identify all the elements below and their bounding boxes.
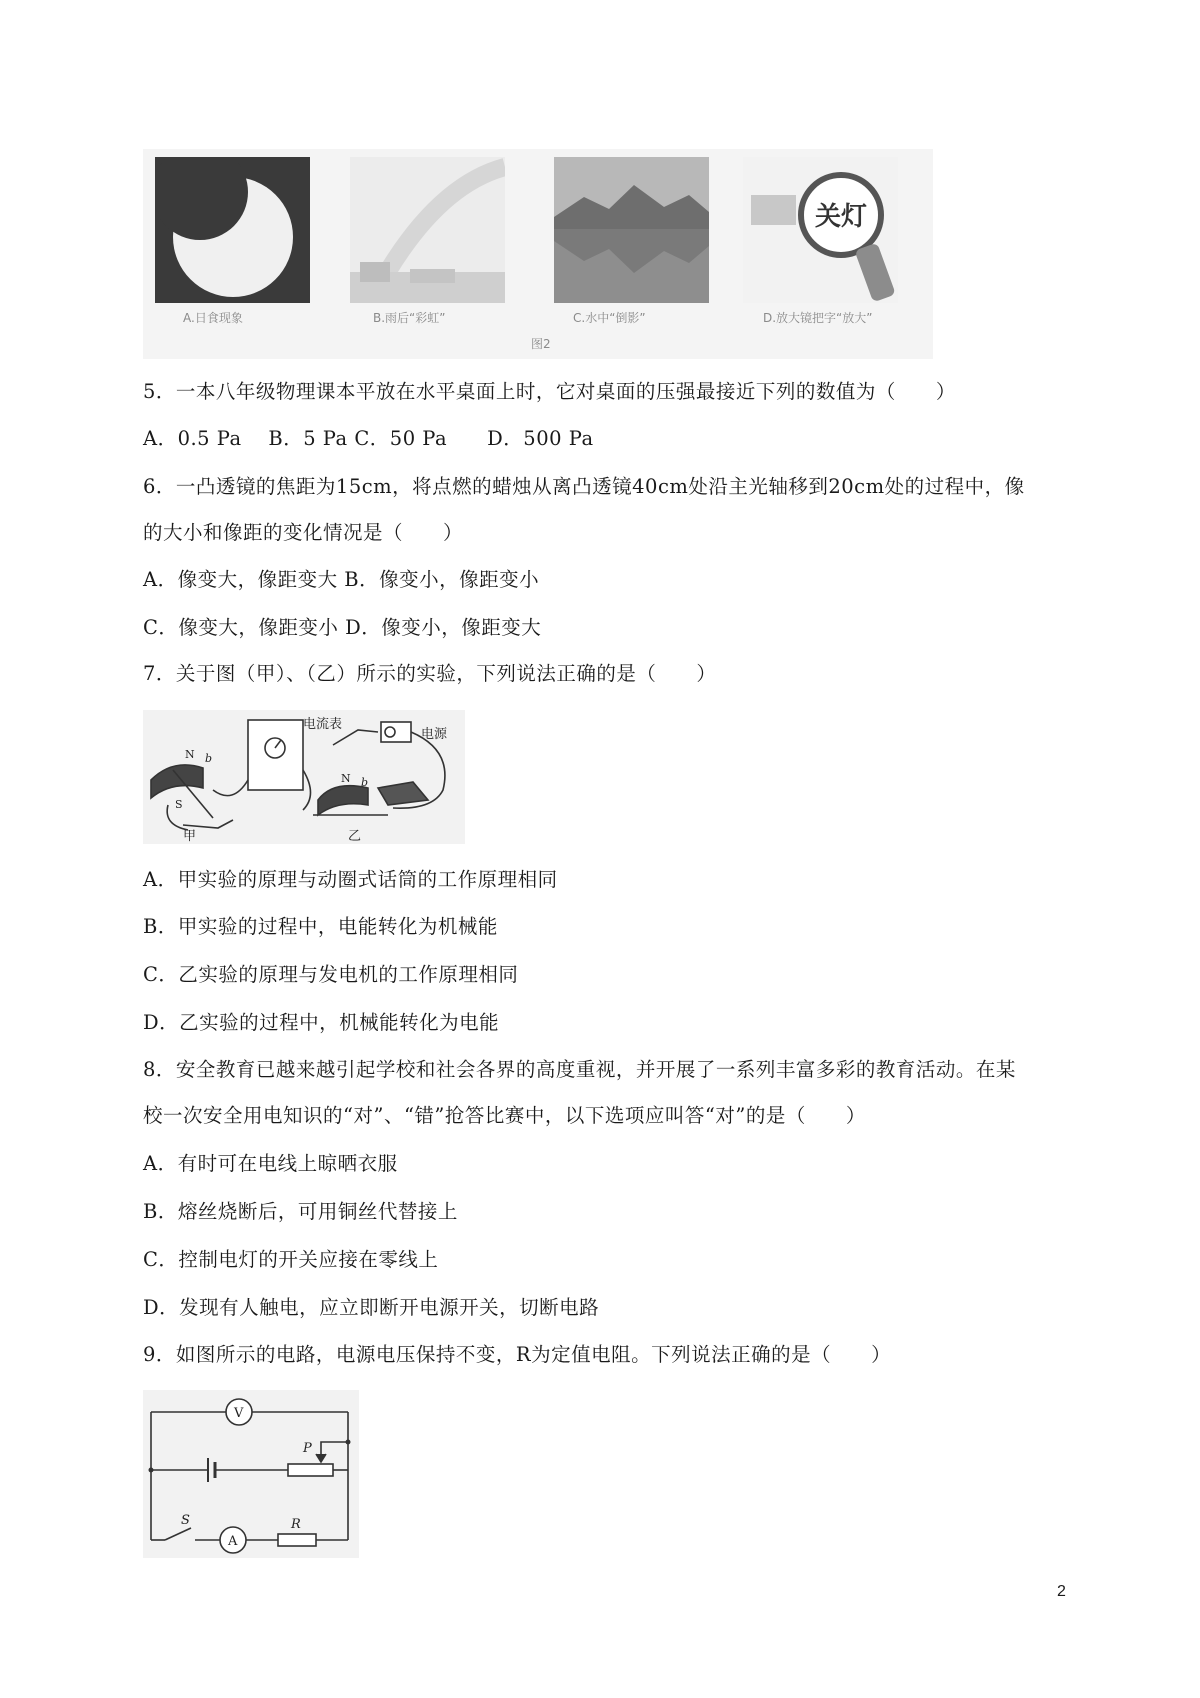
q6-options-line2: C．像变大，像距变小 D．像变小，像距变大 (143, 616, 542, 639)
yi-n-label: N (341, 772, 351, 785)
q7-option-b: B．甲实验的过程中，电能转化为机械能 (143, 915, 498, 938)
switch-s-label: S (181, 1513, 190, 1528)
power-source-label: 电源 (421, 727, 448, 742)
jia-n-label: N (185, 748, 195, 761)
photo-magnifier (743, 157, 898, 303)
jia-label: 甲 (183, 829, 197, 844)
q7-figure-drawing (143, 710, 465, 844)
figure-2 (143, 149, 933, 359)
page-number: 2 (1057, 1583, 1066, 1600)
photo-rainbow (350, 157, 505, 303)
q7-figure (143, 710, 465, 844)
q6-stem-line1: 6．一凸透镜的焦距为15cm，将点燃的蜡烛从离凸透镜40cm处沿主光轴移到20cm处的过程中，像 (143, 475, 1025, 498)
magnifier-image (743, 157, 898, 303)
q6-options-line1: A．像变大，像距变大 B．像变小，像距变小 (143, 568, 540, 591)
q5-stem: 5．一本八年级物理课本平放在水平桌面上时，它对桌面的压强最接近下列的数值为（ ） (143, 380, 956, 403)
q7-option-d: D．乙实验的过程中，机械能转化为电能 (143, 1011, 500, 1034)
voltmeter-label: V (234, 1406, 244, 1421)
figure-2-label: 图2 (531, 337, 551, 351)
q8-stem-line1: 8．安全教育已越来越引起学校和社会各界的高度重视，并开展了一系列丰富多彩的教育活动。在某 (143, 1058, 1016, 1081)
q9-circuit (143, 1390, 359, 1558)
q5-options: A．0.5 Pa B．5 Pa C．50 Pa D．500 Pa (143, 427, 594, 450)
resistor-r-label: R (291, 1517, 301, 1532)
rainbow-image (350, 157, 505, 303)
magnifier-text: 关灯 (815, 202, 868, 232)
q8-option-b: B．熔丝烧断后，可用铜丝代替接上 (143, 1200, 458, 1223)
q8-option-c: C．控制电灯的开关应接在零线上 (143, 1248, 439, 1271)
slider-p-label: P (303, 1441, 312, 1456)
caption-a: A.日食现象 (183, 311, 243, 325)
ammeter-label: A (228, 1534, 238, 1549)
jia-b-label: b (205, 752, 213, 765)
jia-s-label: S (175, 798, 183, 811)
eclipse-image (155, 157, 310, 303)
q8-stem-line2: 校一次安全用电知识的“对”、“错”抢答比赛中，以下选项应叫答“对”的是（ ） (143, 1104, 866, 1127)
reflection-image (554, 157, 709, 303)
q6-stem-line2: 的大小和像距的变化情况是（ ） (143, 521, 464, 544)
caption-d: D.放大镜把字“放大” (763, 311, 873, 325)
caption-c: C.水中“倒影” (573, 311, 646, 325)
ammeter-label: 电流表 (303, 717, 343, 732)
q7-option-a: A．甲实验的原理与动圈式话筒的工作原理相同 (143, 868, 558, 891)
caption-b: B.雨后“彩虹” (373, 311, 446, 325)
q7-stem: 7．关于图（甲）、（乙）所示的实验，下列说法正确的是（ ） (143, 662, 717, 685)
q8-option-a: A．有时可在电线上晾晒衣服 (143, 1152, 398, 1175)
circuit-diagram (143, 1390, 359, 1558)
yi-b-label: b (361, 776, 369, 789)
photo-water-reflection (554, 157, 709, 303)
yi-label: 乙 (348, 829, 362, 844)
photo-solar-eclipse (155, 157, 310, 303)
q9-stem: 9．如图所示的电路，电源电压保持不变，R为定值电阻。下列说法正确的是（ ） (143, 1343, 892, 1366)
q8-option-d: D．发现有人触电，应立即断开电源开关，切断电路 (143, 1296, 600, 1319)
q7-option-c: C．乙实验的原理与发电机的工作原理相同 (143, 963, 519, 986)
